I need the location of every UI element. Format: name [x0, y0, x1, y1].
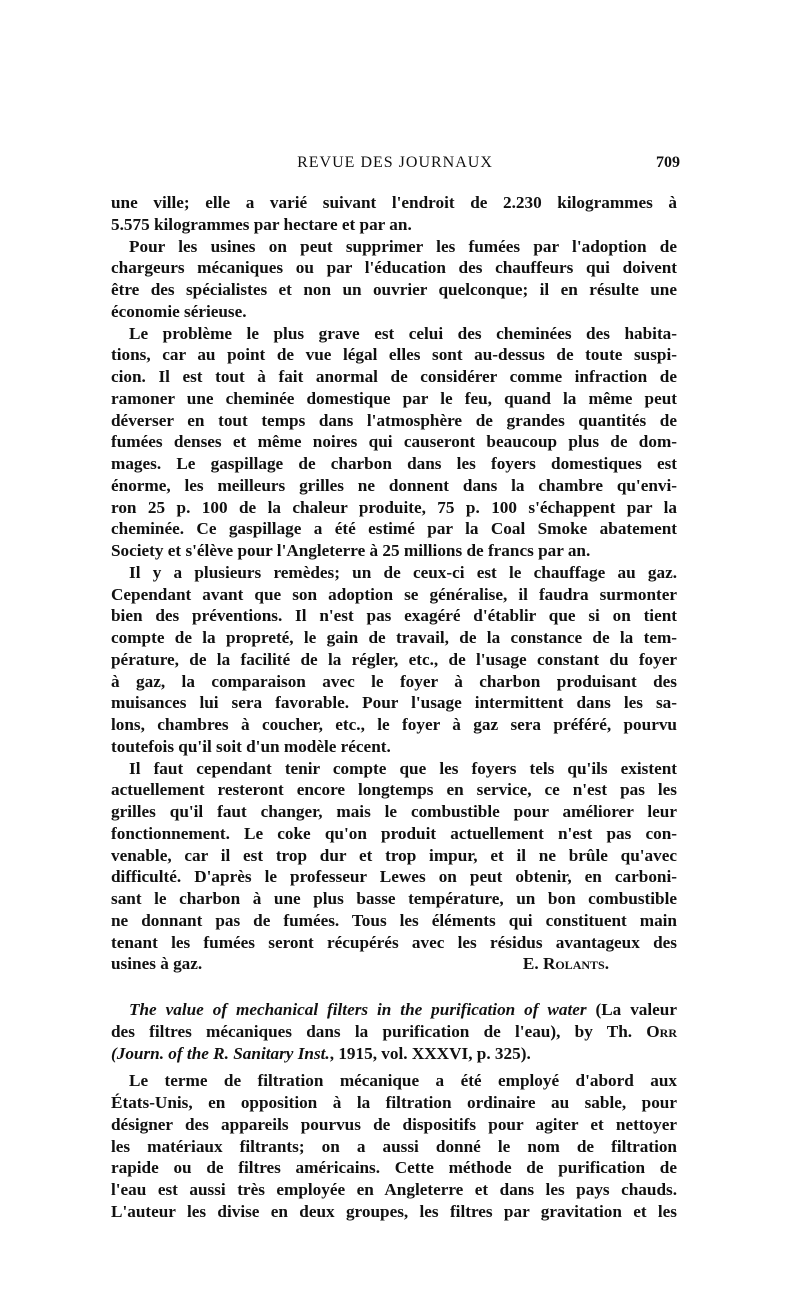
text-line: ramoner une cheminée domestique par le feu, quand la même peut	[111, 388, 677, 408]
text-line: désigner des appareils pourvus de dispositifs pour agiter et nettoyer	[111, 1114, 677, 1134]
signature	[523, 953, 609, 975]
text-line: pérature, de la facilité de la régler, etc., de l'usage constant du foyer	[111, 649, 677, 669]
text-line: Le problème le plus grave est celui des cheminées des habita-	[129, 323, 677, 343]
section-gap	[111, 975, 677, 999]
text-line: venable, car il est trop dur et trop impur, et il ne brûle qu'avec	[111, 845, 677, 865]
paragraph-usines	[111, 236, 677, 323]
text-line: cheminée. Ce gaspillage a été estimé par la Coal Smoke abatement	[111, 519, 677, 539]
text-line: à gaz, la comparaison avec le foyer à charbon produisant des	[111, 671, 677, 691]
page-number: 709	[656, 154, 680, 171]
article-journal: (Journ. of the R. Sanitary Inst.	[111, 1043, 330, 1063]
paragraph-continuation	[111, 192, 677, 236]
text-line: tions, car au point de vue légal elles sont au-dessus de toute suspi-	[111, 345, 677, 365]
text-line: grilles qu'il faut changer, mais le combustible pour améliorer leur	[111, 802, 677, 821]
text-line: les matériaux filtrants; on a aussi donné le nom de filtration	[111, 1136, 677, 1156]
text-line: économie sérieuse.	[111, 301, 247, 321]
text-line: fumées denses et même noires qui causeront beaucoup plus de dom-	[111, 432, 677, 452]
text-line: usines à gaz.	[111, 954, 203, 974]
text-line: cion. Il est tout à fait anormal de considérer comme infraction de	[111, 367, 677, 386]
text-line: L'auteur les divise en deux groupes, les filtres par gravitation et les	[111, 1201, 677, 1221]
text-line: 5.575 kilogrammes par hectare et par an.	[111, 214, 412, 234]
article-heading	[111, 999, 677, 1064]
text-line: compte de la propreté, le gain de travail, de la constance de la tem-	[111, 628, 677, 647]
text-line: Society et s'élève pour l'Angleterre à 25 millions de francs par an.	[111, 541, 591, 560]
signature-line	[111, 953, 677, 975]
paragraph-foyers	[111, 758, 677, 976]
text-line: une ville; elle a varié suivant l'endroit de 2.230 kilogrammes à	[111, 193, 677, 212]
running-title: REVUE DES JOURNAUX	[297, 154, 493, 171]
text-line: l'eau est aussi très employée en Angleterre et dans les pays chauds.	[111, 1180, 677, 1199]
body-text	[111, 192, 677, 1223]
text-line: lons, chambres à coucher, etc., le foyer à gaz sera préféré, pourvu	[111, 715, 677, 734]
article-author: Orr	[646, 1021, 677, 1041]
text-line: Il faut cependant tenir compte que les foyers tels qu'ils existent	[129, 758, 677, 778]
text-line: ron 25 p. 100 de la chaleur produite, 75 p. 100 s'échappent par la	[111, 497, 677, 517]
text-line: Le terme de filtration mécanique a été employé d'abord aux	[129, 1071, 677, 1091]
paragraph-filtration	[111, 1070, 677, 1222]
article-title-line	[111, 999, 677, 1021]
text-line: muisances lui sera favorable. Pour l'usage intermittent dans les sa-	[111, 693, 677, 713]
text-line: rapide ou de filtres américains. Cette méthode de purification de	[111, 1158, 677, 1178]
text-line: ne donnant pas de fumées. Tous les éléments qui constituent main	[111, 910, 677, 930]
text-line: déverser en tout temps dans l'atmosphère de grandes quantités de	[111, 410, 677, 430]
paragraph-cheminees	[111, 323, 677, 562]
text-line: chargeurs mécaniques ou par l'éducation des chauffeurs qui doivent	[111, 258, 677, 278]
paragraph-remedes	[111, 562, 677, 758]
text-line: être des spécialistes et non un ouvrier quelconque; il en résulte une	[111, 280, 677, 299]
article-title: The value of mechanical filters in the purification of water	[129, 1000, 587, 1019]
article-title-line	[111, 1021, 677, 1043]
text-line: Cependant avant que son adoption se généralise, il faudra surmonter	[111, 584, 677, 604]
text-line: énorme, les meilleurs grilles ne donnent dans la chambre qu'envi-	[111, 475, 677, 495]
article-citation: , 1915, vol. XXXVI, p. 325).	[329, 1043, 531, 1063]
text-line: fonctionnement. Le coke qu'on produit actuellement n'est pas con-	[111, 823, 677, 843]
article-title-translation: des filtres mécaniques dans la purification de l'eau), by Th.	[111, 1021, 647, 1041]
text-line: difficulté. D'après le professeur Lewes on peut obtenir, en carboni-	[111, 867, 677, 887]
running-head	[110, 154, 680, 178]
text-line: toutefois qu'il soit d'un modèle récent.	[111, 736, 391, 756]
text-line: sant le charbon à une plus basse température, un bon combustible	[111, 889, 677, 908]
text-line: États-Unis, en opposition à la filtration ordinaire au sable, pour	[111, 1093, 677, 1112]
article-title-translation: (La valeur	[586, 1000, 677, 1019]
text-line: Pour les usines on peut supprimer les fumées par l'adoption de	[129, 236, 677, 256]
text-line: actuellement resteront encore longtemps en service, ce n'est pas les	[111, 780, 677, 800]
signature-initial: E.	[522, 954, 539, 974]
text-line: tenant les fumées seront récupérés avec les résidus avantageux des	[111, 932, 677, 952]
text-line: bien des préventions. Il n'est pas exagéré d'établir que si on tient	[111, 606, 677, 626]
article-citation-line	[111, 1043, 677, 1065]
text-line: mages. Le gaspillage de charbon dans les foyers domestiques est	[111, 454, 677, 473]
text-line: Il y a plusieurs remèdes; un de ceux-ci est le chauffage au gaz.	[129, 562, 677, 582]
signature-name: Rolants.	[542, 954, 609, 974]
